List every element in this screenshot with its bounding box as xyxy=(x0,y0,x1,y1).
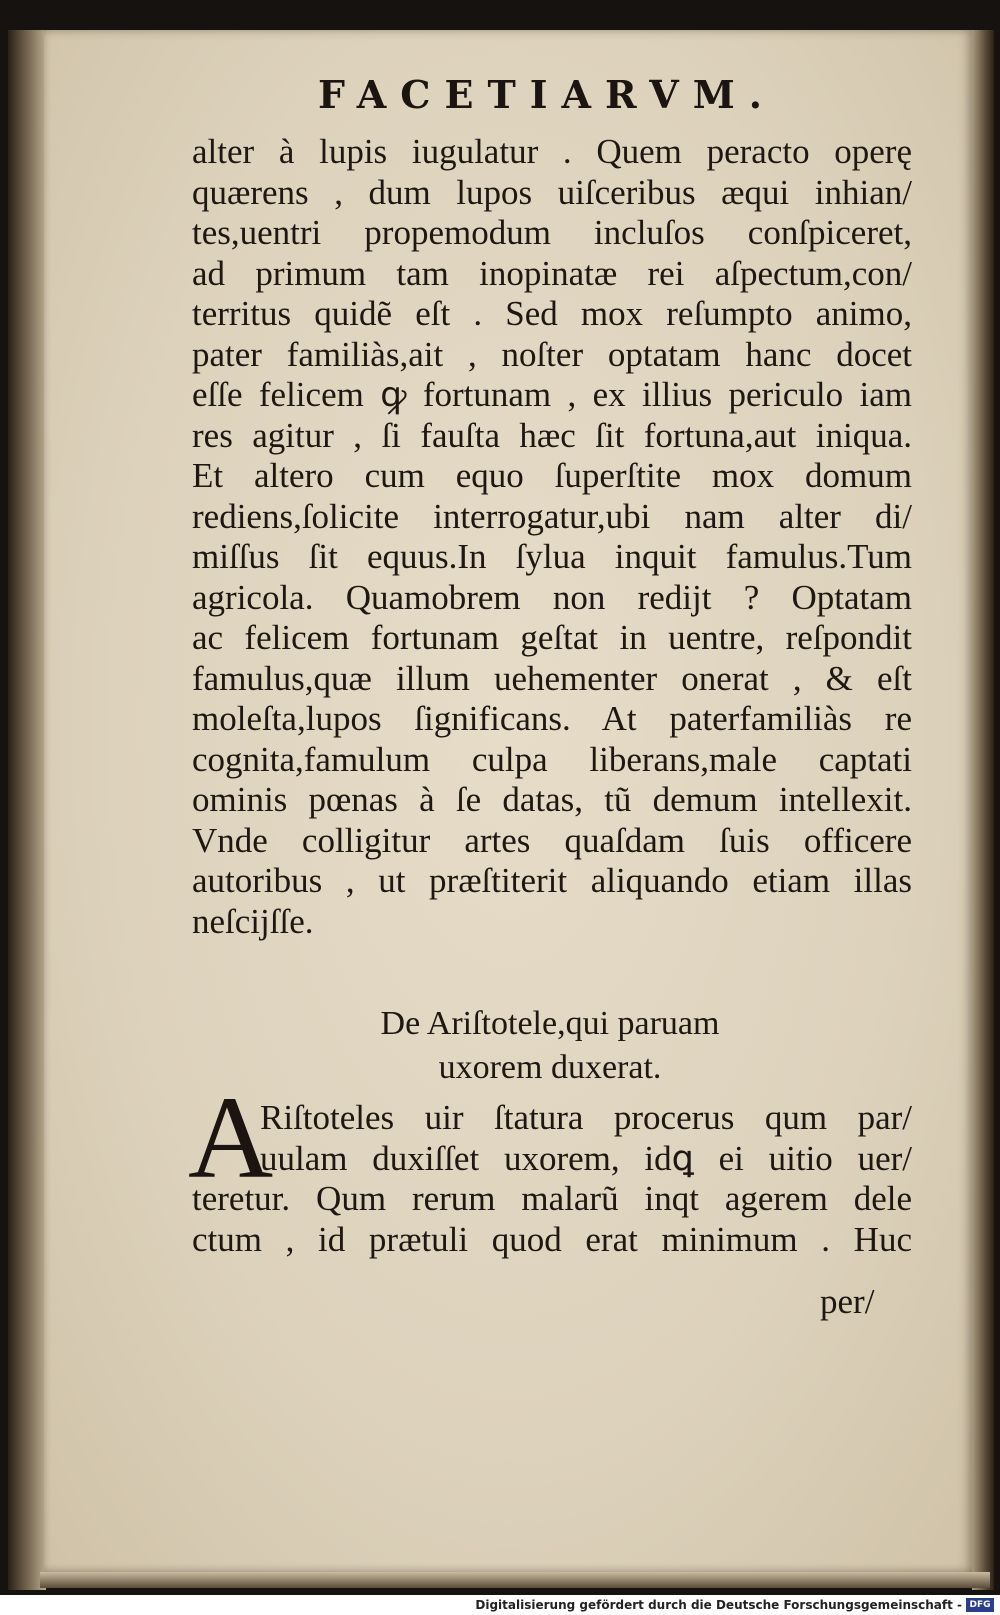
text-line: tes,uentri propemodum incluſos conſpiceret, xyxy=(192,213,912,252)
heading-line: De Ariſtotele,qui paruam xyxy=(380,1005,720,1042)
text-line-last: neſcijſſe. xyxy=(192,901,314,941)
page-bottom-edge xyxy=(40,1572,990,1588)
text-line: Et altero cum equo ſuperſtite mox domum xyxy=(192,456,912,495)
text-line: agricola. Quamobrem non redijt ? Optatam xyxy=(192,577,912,617)
text-line: cognita,famulum culpa liberans,male captati xyxy=(192,739,912,779)
page-gutter-edge xyxy=(8,30,46,1590)
dfg-logo: DFG xyxy=(966,1598,994,1612)
text-line: Vnde colligitur artes quaſdam ſuis officere xyxy=(192,820,912,860)
text-line: famulus,quæ illum uehementer onerat , & eſt xyxy=(192,658,912,698)
text-line: rediens,ſolicite interrogatur,ubi nam alter di/ xyxy=(192,496,912,536)
drop-cap-initial: A xyxy=(188,1072,274,1203)
text-line: territus quidẽ eſt . Sed mox reſumpto animo, xyxy=(192,294,912,333)
text-line: Riſtoteles uir ſtatura procerus qum par/ xyxy=(260,1098,912,1137)
text-line: alter à lupis iugulatur . Quem peracto operę xyxy=(192,132,912,171)
section-heading xyxy=(200,1002,900,1090)
heading-line: uxorem duxerat. xyxy=(438,1049,662,1086)
text-line: ctum , id prætuli quod erat minimum . Huc xyxy=(192,1219,912,1259)
text-line: ac felicem fortunam geſtat in uentre, reſpondit xyxy=(192,618,912,657)
running-head: FACETIARVM. xyxy=(318,72,776,117)
text-line: miſſus ſit equus.In ſylua inquit famulus.Tum xyxy=(192,537,912,576)
text-line: pater familiàs,ait , noſter optatam hanc docet xyxy=(192,334,912,374)
text-line: eſſe felicem ꝙ fortunam , ex illius periculo iam xyxy=(192,375,912,414)
funding-notice: Digitalisierung gefördert durch die Deutsche Forschungsgemeinschaft - xyxy=(475,1598,962,1612)
catchword: per/ xyxy=(820,1282,875,1321)
text-line: ad primum tam inopinatæ rei aſpectum,con/ xyxy=(192,253,912,293)
text-line: res agitur , ſi fauſta hæc ſit fortuna,aut iniqua. xyxy=(192,415,912,455)
text-line: moleſta,lupos ſignificans. At paterfamiliàs re xyxy=(192,699,912,738)
page-fore-edge xyxy=(972,30,994,1590)
text-line: quærens , dum lupos uiſceribus æqui inhian/ xyxy=(192,172,912,212)
body-paragraph xyxy=(192,132,912,942)
text-line: ominis pœnas à ſe datas, tũ demum intellexit. xyxy=(192,780,912,819)
text-line: teretur. Qum rerum malarũ inqt agerem dele xyxy=(192,1179,912,1218)
second-paragraph xyxy=(192,1098,912,1260)
text-line: uulam duxiſſet uxorem, idꝗ ei uitio uer/ xyxy=(260,1138,912,1178)
text-line: autoribus , ut præſtiterit aliquando etiam illas xyxy=(192,861,912,900)
